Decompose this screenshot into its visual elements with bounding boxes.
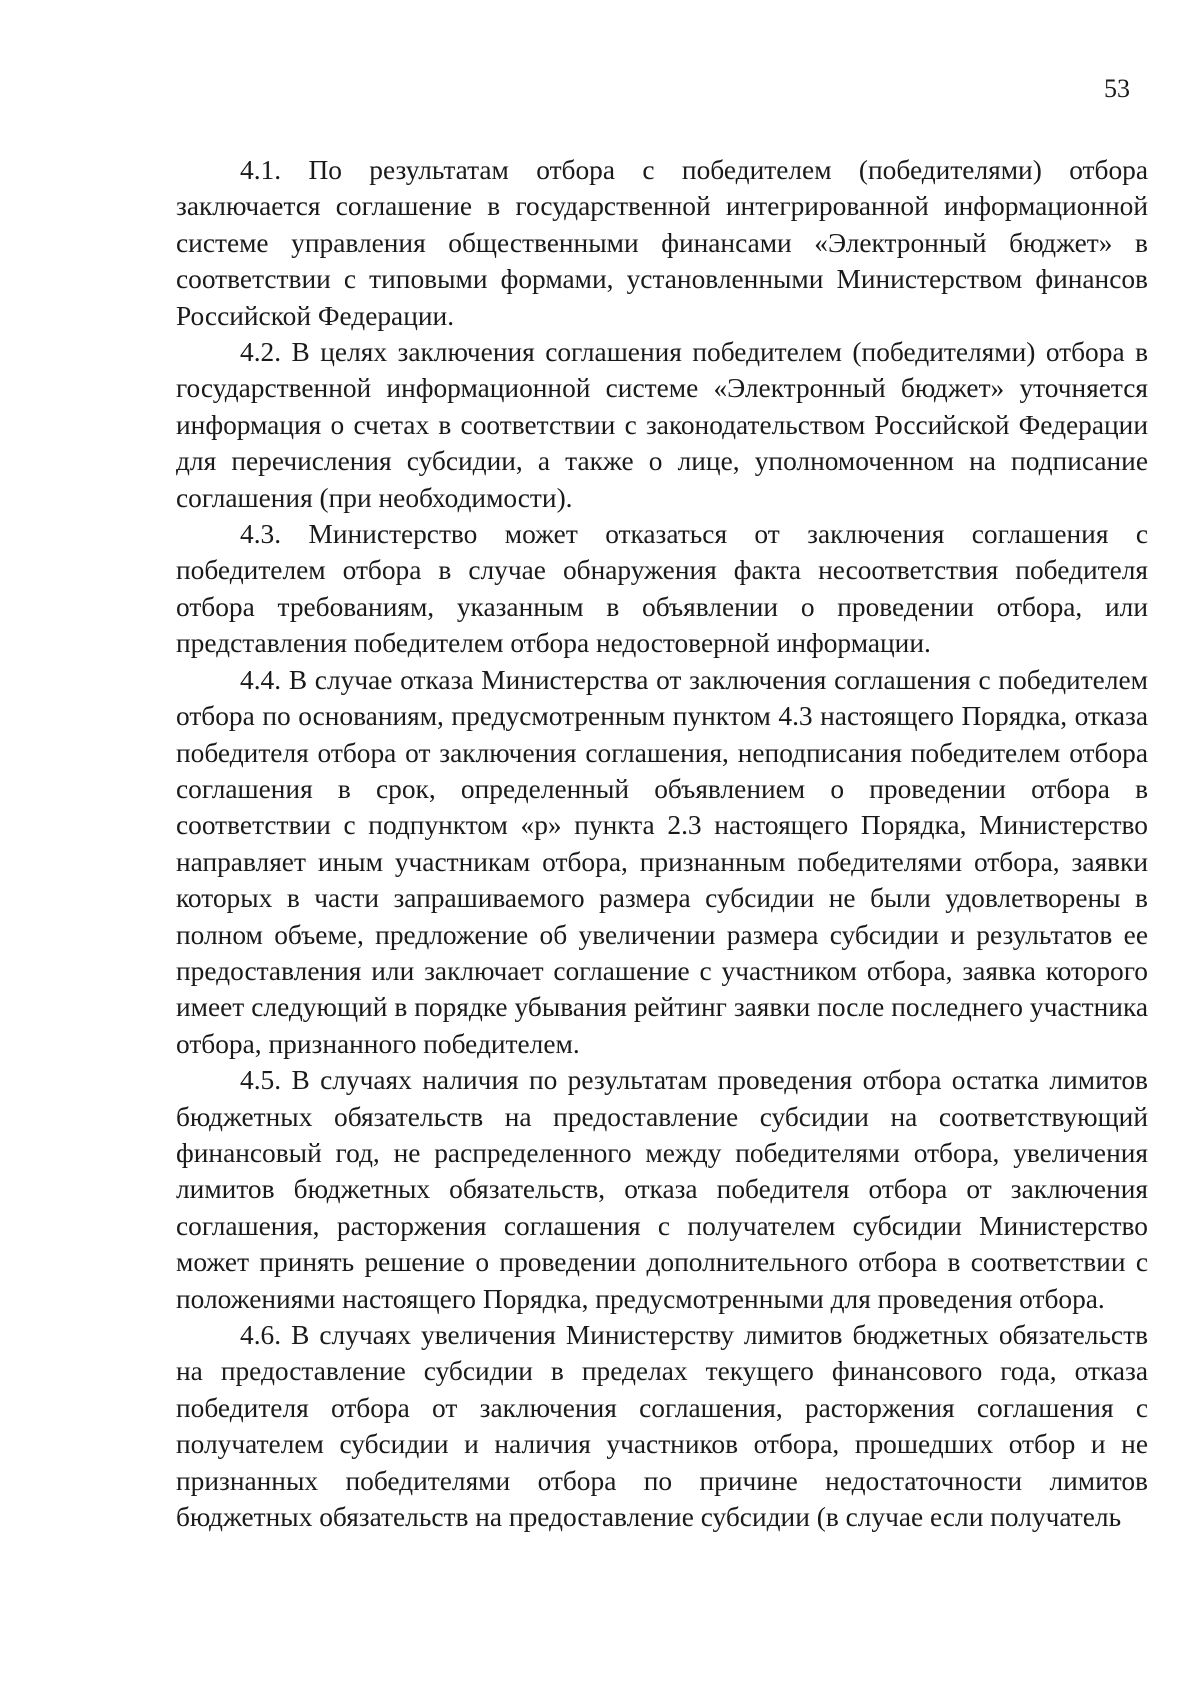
paragraph-4-2: 4.2. В целях заключения соглашения победителем (победителями) отбора в государственной информационной системе «Электронный бюджет» уточняется информация о счетах в соответствии с законодательством Российской Федерации для перечисления субсидии, а также о лице, уполномоченном на подписание соглашения (при необходимости).: [176, 337, 1148, 513]
paragraph-4-3: 4.3. Министерство может отказаться от заключения соглашения с победителем отбора в случае обнаружения факта несоответствия победителя отбора требованиям, указанным в объявлении о проведении отбора, или представления победителем отбора недостоверной информации.: [176, 519, 1148, 659]
page-number: 53: [1104, 74, 1130, 103]
paragraph-4-5: 4.5. В случаях наличия по результатам проведения отбора остатка лимитов бюджетных обязательств на предоставление субсидии на соответствующий финансовый год, не распределенного между победителями отбора, увеличения лимитов бюджетных обязательств, отказа победителя отбора от заключения соглашения, расторжения соглашения с получателем субсидии Министерство может принять решение о проведении дополнительного отбора в соответствии с положениями настоящего Порядка, предусмотренными для проведения отбора.: [176, 1065, 1148, 1314]
document-body: [176, 152, 1148, 1535]
paragraph-4-6: 4.6. В случаях увеличения Министерству лимитов бюджетных обязательств на предоставление субсидии в пределах текущего финансового года, отказа победителя отбора от заключения соглашения, расторжения соглашения с получателем субсидии и наличия участников отбора, прошедших отбор и не признанных победителями отбора по причине недостаточности лимитов бюджетных обязательств на предоставление субсидии (в случае если получатель: [176, 1320, 1148, 1533]
paragraph-4-1: 4.1. По результатам отбора с победителем (победителями) отбора заключается соглашение в государственной интегрированной информационной системе управления общественными финансами «Электронный бюджет» в соответствии с типовыми формами, установленными Министерством финансов Российской Федерации.: [176, 155, 1148, 331]
paragraph-4-4: 4.4. В случае отказа Министерства от заключения соглашения с победителем отбора по основаниям, предусмотренным пунктом 4.3 настоящего Порядка, отказа победителя отбора от заключения соглашения, неподписания победителем отбора соглашения в срок, определенный объявлением о проведении отбора в соответствии с подпунктом «р» пункта 2.3 настоящего Порядка, Министерство направляет иным участникам отбора, признанным победителями отбора, заявки которых в части запрашиваемого размера субсидии не были удовлетворены в полном объеме, предложение об увеличении размера субсидии и результатов ее предоставления или заключает соглашение с участником отбора, заявка которого имеет следующий в порядке убывания рейтинг заявки после последнего участника отбора, признанного победителем.: [176, 664, 1148, 1059]
